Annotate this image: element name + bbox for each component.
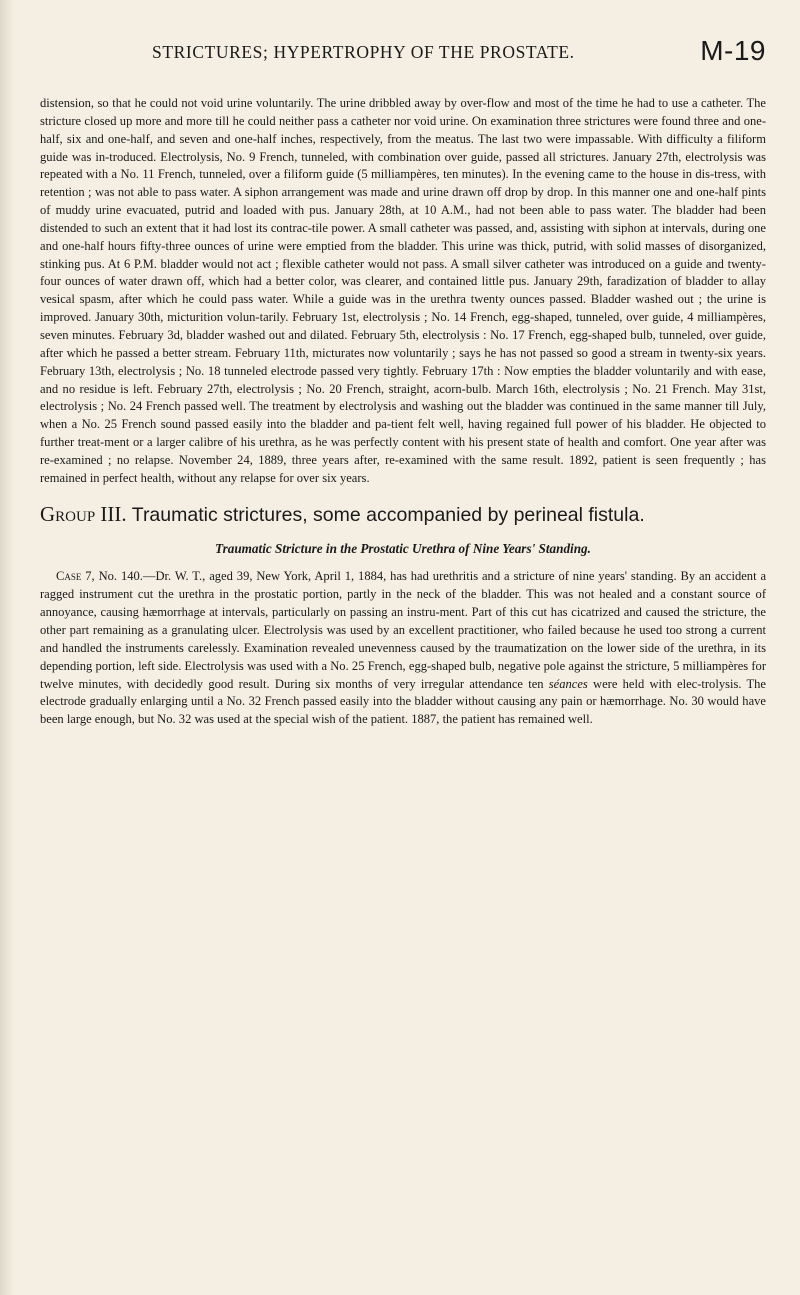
group-label: Group III. — [40, 501, 127, 526]
case-text-part-1: No. 140.—Dr. W. T., aged 39, New York, April 1, 1884, has had urethritis and a stricture of nine years' standing. By an accident a ragged instrument cut the urethra in the prostatic portion, partly in the neck of the bladder. This was not healed and a constant source of annoyance, causing hæmorrhage at intervals, particularly on passing an instru-ment. Part of this cut has cicatrized and caused the stricture, the other part remaining as a granulating ulcer. Electrolysis was used by an excellent practitioner, who failed because he used too strong a current and handled the instruments carelessly. Examination revealed unevenness caused by the traumatization on the lower side of the urethra, in its depending portion, left side. Electrolysis was used with a No. 25 French, egg-shaped bulb, negative pole against the stricture, 5 milliampères for twelve minutes, with decidedly good result. During six months of very irregular attendance ten — [40, 569, 767, 691]
group-heading — [40, 503, 766, 526]
body-text — [40, 95, 766, 488]
case-subheading: Traumatic Stricture in the Prostatic Urethra of Nine Years' Standing. — [215, 540, 591, 556]
case-text-part-2: were held with elec-trolysis. The electrode gradually enlarging until a No. 32 French passed easily into the bladder without causing any pain or hæmorrhage. No. 30 would have been large enough, but No. 32 was used at the special wish of the patient. 1887, the patient has remained well. — [40, 676, 766, 727]
case-label: Case 7, — [56, 569, 95, 584]
paragraph-continued: distension, so that he could not void urine voluntarily. The urine dribbled away by over-flow and most of the time he had to use a catheter. The stricture closed up more and more till he could neither pass a catheter nor void urine. On examination three strictures were found three and one-half, six and one-half, and seven and one-half inches, respectively, from the meatus. The last two were impassable. With difficulty a filiform guide was in-troduced. Electrolysis, No. 9 French, tunneled, with combination over guide, passed all strictures. January 27th, electrolysis was repeated with a No. 11 French, tunneled, over a filiform guide (5 milliampères, ten minutes). In the evening came to the house in dis-tress, with retention ; was not able to pass water. A siphon arrangement was made and urine drawn off drop by drop. In this manner one and one-half pints of muddy urine evacuated, putrid and loaded with pus. January 28th, at 10 A.M., had not been able to pass water. The bladder had been distended to such an extent that it had lost its contrac-tile power. A small catheter was passed, and, assisting with siphon at intervals, during one and one-half hours fifty-three ounces of urine were emptied from the bladder. This urine was thick, putrid, with solid masses of disorganized, stinking pus. At 6 P.M. bladder would not act ; flexible catheter would not pass. A small silver catheter was introduced on a guide and twenty-four ounces of water drawn off, which had a better color, was clearer, and contained little pus. January 29th, faradization of bladder to allay vesical spasm, after which he could pass water. While a guide was in the urethra twenty ounces passed. Bladder washed out ; the urine is improved. January 30th, micturition volun-tarily. February 1st, electrolysis ; No. 14 French, egg-shaped, tunneled, over guide, 4 milliampères, seven minutes. February 3d, bladder washed out and dilated. February 5th, electrolysis : No. 17 French, egg-shaped bulb, tunneled, over guide, after which he passed a better stream. February 11th, micturates now voluntarily ; says he has not passed so good a stream in twenty-six years. February 13th, electrolysis ; No. 18 tunneled electrode passed very tightly. February 17th : Now empties the bladder voluntarily and with ease, and no residue is left. February 27th, electrolysis ; No. 20 French, straight, acorn-bulb. March 16th, electrolysis ; No. 21 French. May 31st, electrolysis ; No. 24 French passed well. The treatment by electrolysis and washing out the bladder was continued in the same manner till July, when a No. 25 French sound passed easily into the bladder and pa-tient felt well, having regained full power of his bladder. He objected to further treat-ment or a larger calibre of his urethra, as he was perfectly content with his present state of health and comfort. One year after was re-examined ; no relapse. November 24, 1889, three years after, re-examined with the same result. 1892, patient is seen frequently ; has remained in perfect health, without any relapse for over six years. — [40, 96, 766, 485]
group-title: Traumatic strictures, some accompanied by perineal fistula. — [131, 503, 645, 526]
book-page — [40, 22, 766, 729]
page-binding-shadow — [0, 0, 14, 1295]
case-paragraph — [40, 568, 766, 729]
running-head — [40, 22, 766, 66]
case-italic-term: séances — [548, 676, 588, 691]
page-number: M-19 — [700, 35, 766, 66]
running-head-title: STRICTURES; HYPERTROPHY OF THE PROSTATE. — [152, 42, 575, 62]
